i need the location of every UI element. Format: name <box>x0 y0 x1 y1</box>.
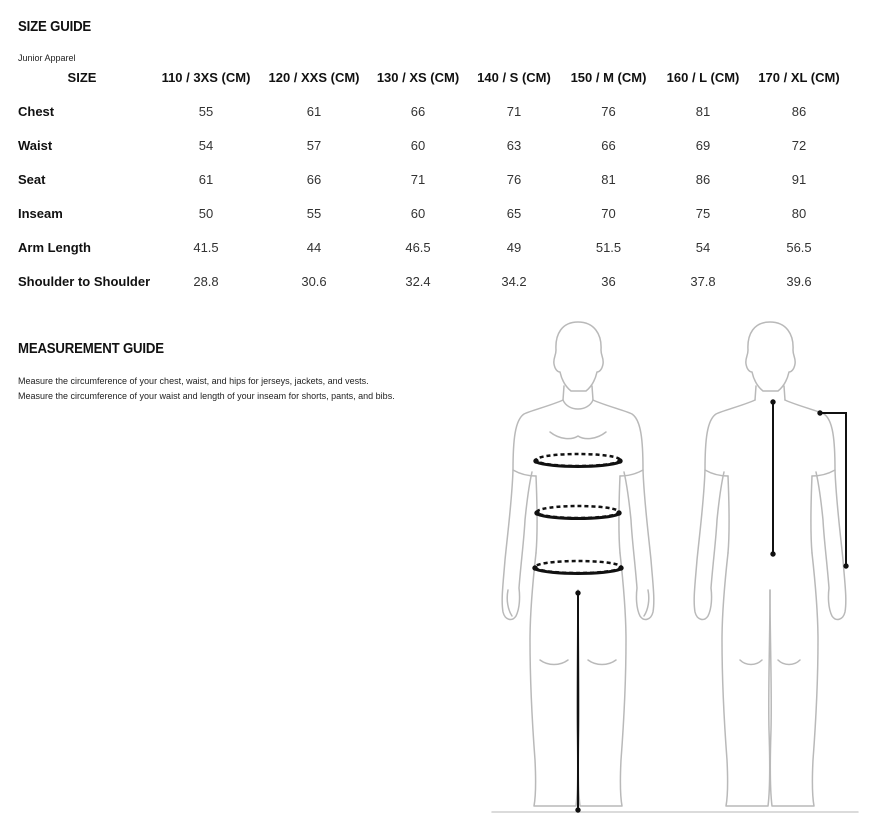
table-cell: 71 <box>410 171 426 187</box>
table-cell: 55 <box>198 103 214 119</box>
row-label-seat: Seat <box>18 171 46 187</box>
table-cell: 50 <box>198 205 214 221</box>
size-guide-title: SIZE GUIDE <box>18 18 92 35</box>
table-cell: 54 <box>695 239 711 255</box>
table-cell: 36 <box>601 273 616 289</box>
table-cell: 81 <box>601 171 616 187</box>
measurement-instruction: Measure the circumference of your chest, waist, and hips for jerseys, jackets, and vests. <box>18 376 369 386</box>
table-cell: 41.5 <box>193 239 219 255</box>
table-cell: 32.4 <box>405 273 431 289</box>
table-cell: 37.8 <box>690 273 716 289</box>
table-cell: 66 <box>410 103 426 119</box>
measurement-guide-title: MEASUREMENT GUIDE <box>18 340 164 357</box>
back-body-outline <box>694 322 846 806</box>
table-cell: 60 <box>410 137 426 153</box>
table-cell: 76 <box>506 171 522 187</box>
table-cell: 80 <box>791 205 807 221</box>
table-cell: 60 <box>410 205 426 221</box>
row-label-arm-length: Arm Length <box>18 239 91 255</box>
header-size: SIZE <box>67 70 97 85</box>
size-guide-subtitle: Junior Apparel <box>18 53 76 63</box>
table-cell: 86 <box>695 171 711 187</box>
header-size-130: 130 / XS (CM) <box>376 70 460 85</box>
header-size-140: 140 / S (CM) <box>477 70 551 85</box>
table-cell: 54 <box>198 137 214 153</box>
header-size-150: 150 / M (CM) <box>570 70 647 85</box>
table-cell: 46.5 <box>405 239 431 255</box>
measurement-instruction: Measure the circumference of your waist and length of your inseam for shorts, pants, and bibs. <box>18 391 395 401</box>
header-size-160: 160 / L (CM) <box>666 70 740 85</box>
table-cell: 51.5 <box>595 239 622 255</box>
table-cell: 56.5 <box>786 239 812 255</box>
table-cell: 66 <box>601 137 616 153</box>
table-cell: 63 <box>506 137 522 153</box>
table-cell: 49 <box>506 239 522 255</box>
table-cell: 76 <box>601 103 616 119</box>
back-length-measure-indicator <box>771 400 775 556</box>
table-cell: 69 <box>695 137 711 153</box>
table-cell: 66 <box>306 171 322 187</box>
chest-measure-indicator <box>534 454 622 467</box>
table-cell: 70 <box>601 205 616 221</box>
table-cell: 30.6 <box>301 273 327 289</box>
header-size-110: 110 / 3XS (CM) <box>161 70 251 85</box>
table-cell: 61 <box>198 171 214 187</box>
table-cell: 39.6 <box>786 273 812 289</box>
table-cell: 72 <box>791 137 807 153</box>
table-cell: 61 <box>306 103 322 119</box>
table-cell: 91 <box>791 171 807 187</box>
table-cell: 65 <box>506 205 522 221</box>
header-size-170: 170 / XL (CM) <box>758 70 840 85</box>
table-cell: 71 <box>506 103 522 119</box>
waist-measure-indicator <box>535 506 621 519</box>
seat-measure-indicator <box>533 561 623 574</box>
table-cell: 34.2 <box>501 273 527 289</box>
row-label-inseam: Inseam <box>18 205 63 221</box>
table-cell: 57 <box>306 137 322 153</box>
header-size-120: 120 / XXS (CM) <box>268 70 360 85</box>
table-cell: 75 <box>695 205 711 221</box>
table-cell: 86 <box>791 103 807 119</box>
table-cell: 44 <box>306 239 322 255</box>
table-cell: 28.8 <box>193 273 219 289</box>
row-label-chest: Chest <box>18 103 55 119</box>
table-cell: 81 <box>695 103 711 119</box>
table-cell: 55 <box>306 205 322 221</box>
row-label-shoulder: Shoulder to Shoulder <box>18 273 151 289</box>
row-label-waist: Waist <box>18 137 53 153</box>
